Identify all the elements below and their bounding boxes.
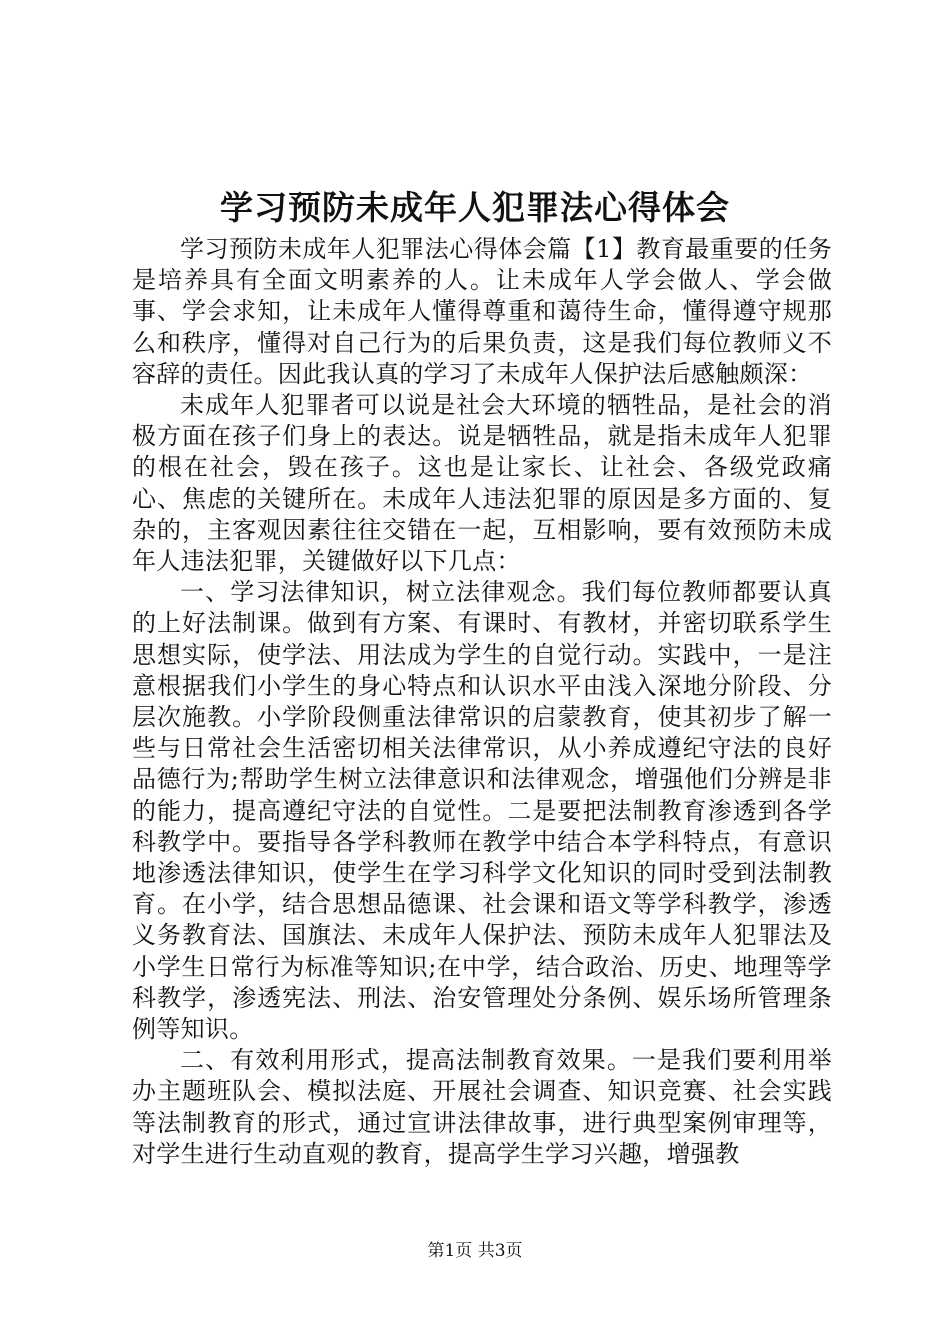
document-body [132,234,832,1170]
paragraph-intro: 学习预防未成年人犯罪法心得体会篇【1】教育最重要的任务是培养具有全面文明素养的人。让未成年人学会做人、学会做事、学会求知，让未成年人懂得尊重和蔼待生命，懂得遵守规那么和秩序，懂得对自己行为的后果负责，这是我们每位教师义不容辞的责任。因此我认真的学习了未成年人保护法后感触颇深： [132,235,832,388]
paragraph-causes: 未成年人犯罪者可以说是社会大环境的牺牲品，是社会的消极方面在孩子们身上的表达。说是牺牲品，就是指未成年人犯罪的根在社会，毁在孩子。这也是让家长、让社会、各级党政痛心、焦虑的关键所在。未成年人违法犯罪的原因是多方面的、复杂的，主客观因素往往交错在一起，互相影响，要有效预防未成年人违法犯罪，关键做好以下几点： [132,391,832,576]
document-title: 学习预防未成年人犯罪法心得体会 [220,188,730,227]
paragraph-point-two: 二、有效利用形式，提高法制教育效果。一是我们要利用举办主题班队会、模拟法庭、开展社会调查、知识竞赛、社会实践等法制教育的形式，通过宣讲法律故事，进行典型案例审理等，对学生进行生动直观的教育，提高学生学习兴趣，增强教 [132,1046,832,1168]
page-footer: 第1页 共3页 [427,1241,523,1261]
paragraph-point-one: 一、学习法律知识，树立法律观念。我们每位教师都要认真的上好法制课。做到有方案、有课时、有教材，并密切联系学生思想实际，使学法、用法成为学生的自觉行动。实践中，一是注意根据我们小学生的身心特点和认识水平由浅入深地分阶段、分层次施教。小学阶段侧重法律常识的启蒙教育，使其初步了解一些与日常社会生活密切相关法律常识，从小养成遵纪守法的良好品德行为;帮助学生树立法律意识和法律观念，增强他们分辨是非的能力，提高遵纪守法的自觉性。二是要把法制教育渗透到各学科教学中。要指导各学科教师在教学中结合本学科特点，有意识地渗透法律知识，使学生在学习科学文化知识的同时受到法制教育。在小学，结合思想品德课、社会课和语文等学科教学，渗透义务教育法、国旗法、未成年人保护法、预防未成年人犯罪法及小学生日常行为标准等知识;在中学，结合政治、历史、地理等学科教学，渗透宪法、刑法、治安管理处分条例、娱乐场所管理条例等知识。 [132,578,832,1044]
